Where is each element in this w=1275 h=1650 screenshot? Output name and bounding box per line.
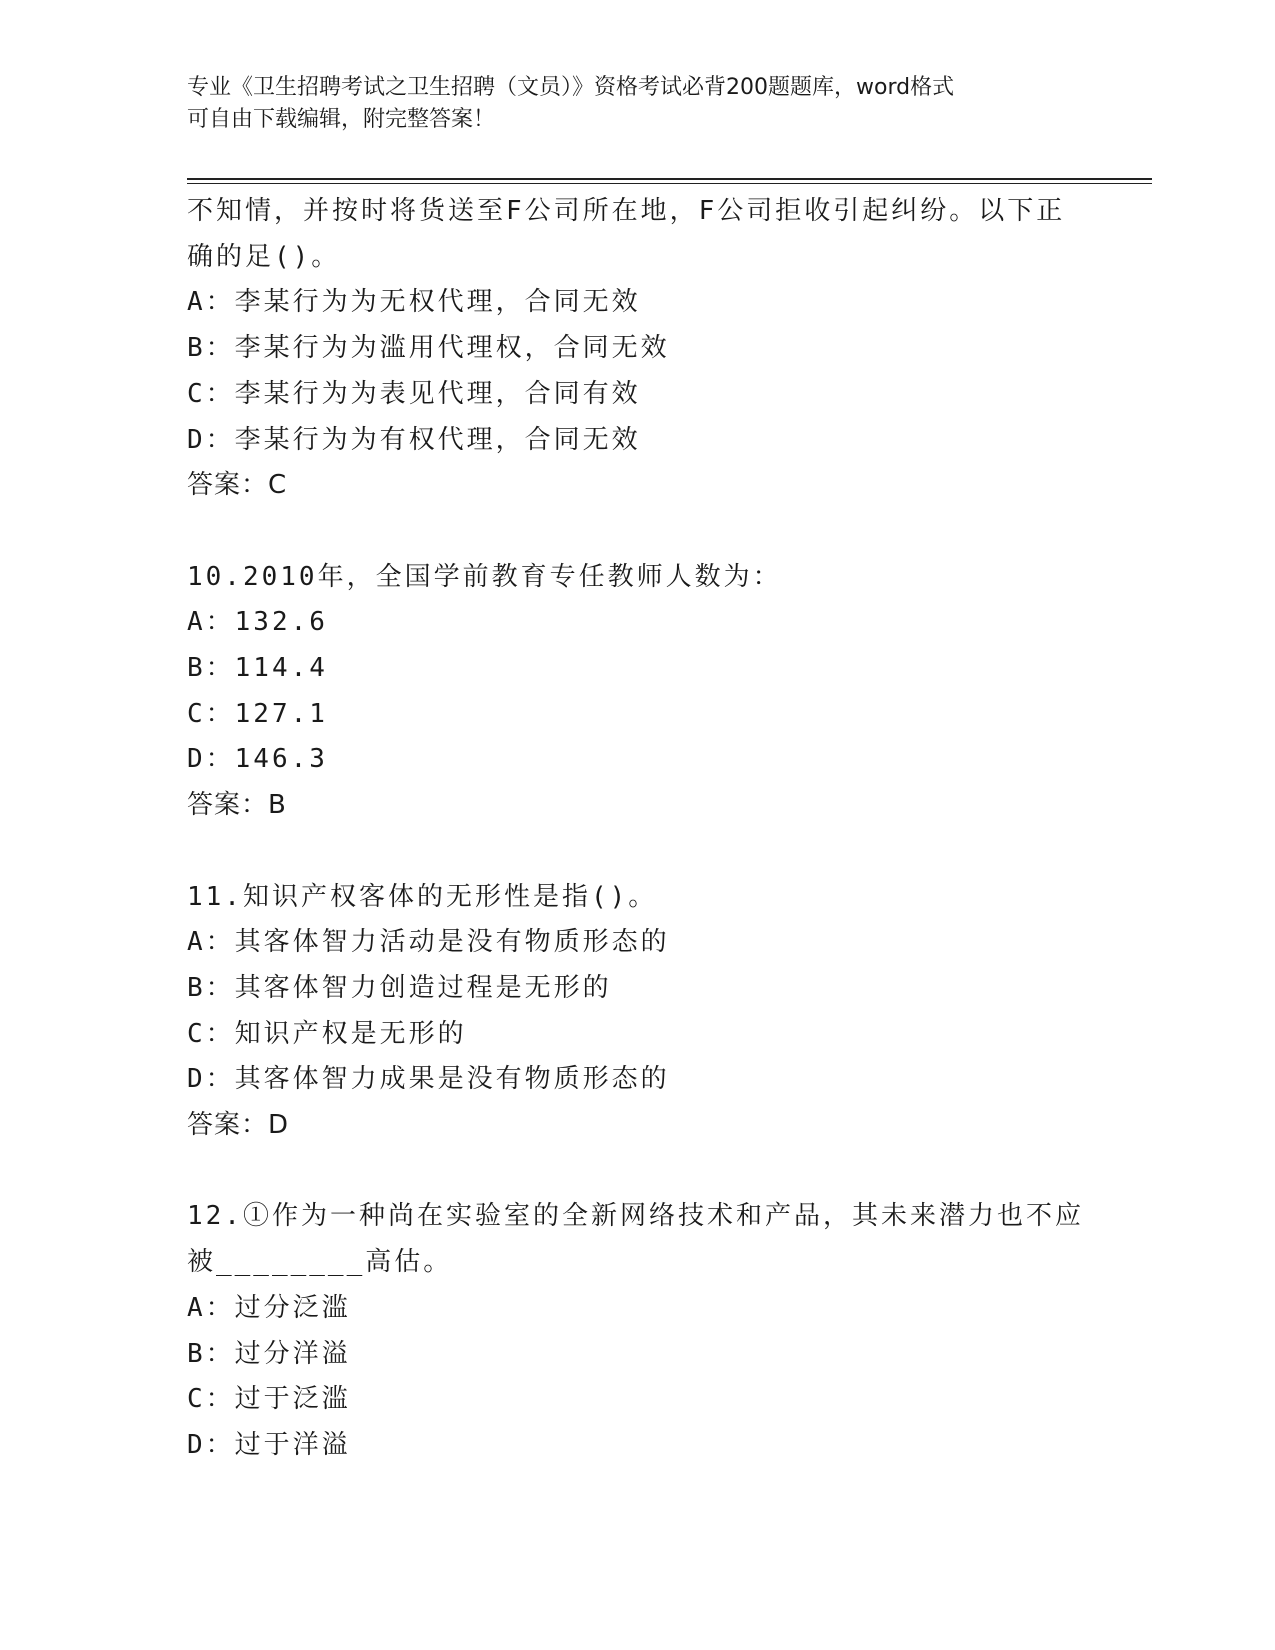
option-d: D：李某行为为有权代理，合同无效	[187, 424, 641, 455]
answer: 答案：C	[187, 470, 288, 501]
question-stem-line: 确的足()。	[187, 241, 341, 272]
option-a: A：其客体智力活动是没有物质形态的	[187, 927, 670, 958]
question-stem-line: 12.①作为一种尚在实验室的全新网络技术和产品，其未来潜力也不应	[187, 1201, 1084, 1232]
option-c: C：李某行为为表见代理，合同有效	[187, 378, 641, 409]
question-stem-line: 10.2010年，全国学前教育专任教师人数为：	[187, 561, 782, 592]
option-a: A：132.6	[187, 607, 328, 638]
option-a: A：李某行为为无权代理，合同无效	[187, 287, 641, 318]
question-stem-line: 11.知识产权客体的无形性是指()。	[187, 881, 658, 912]
question-stem-line: 被________高估。	[187, 1247, 453, 1278]
question-list	[187, 189, 1087, 1469]
answer: 答案：D	[187, 1110, 290, 1141]
question-10	[187, 555, 1087, 829]
document-header	[187, 72, 1067, 136]
spacer	[187, 509, 1087, 555]
answer: 答案：B	[187, 790, 287, 821]
question-continued	[187, 189, 1087, 509]
option-b: B：114.4	[187, 653, 328, 684]
option-c: C：过于泛滥	[187, 1384, 351, 1415]
spacer	[187, 1149, 1087, 1195]
option-d: D：146.3	[187, 744, 328, 775]
option-b: B：过分洋溢	[187, 1338, 351, 1369]
question-stem-line: 不知情，并按时将货送至F公司所在地，F公司拒收引起纠纷。以下正	[187, 196, 1066, 226]
question-12	[187, 1194, 1087, 1468]
option-a: A：过分泛滥	[187, 1292, 351, 1323]
option-c: C：127.1	[187, 698, 328, 729]
header-rule-thin	[187, 183, 1152, 184]
option-d: D：过于洋溢	[187, 1429, 351, 1460]
header-rule-thick	[187, 178, 1152, 180]
option-b: B：李某行为为滥用代理权，合同无效	[187, 333, 670, 364]
header-line-2: 可自由下载编辑，附完整答案！	[187, 107, 496, 132]
option-b: B：其客体智力创造过程是无形的	[187, 972, 612, 1003]
option-d: D：其客体智力成果是没有物质形态的	[187, 1064, 670, 1095]
spacer	[187, 829, 1087, 875]
option-c: C：知识产权是无形的	[187, 1018, 467, 1049]
header-line-1: 专业《卫生招聘考试之卫生招聘（文员）》资格考试必背200题题库，word格式	[187, 75, 955, 100]
question-11	[187, 875, 1087, 1149]
